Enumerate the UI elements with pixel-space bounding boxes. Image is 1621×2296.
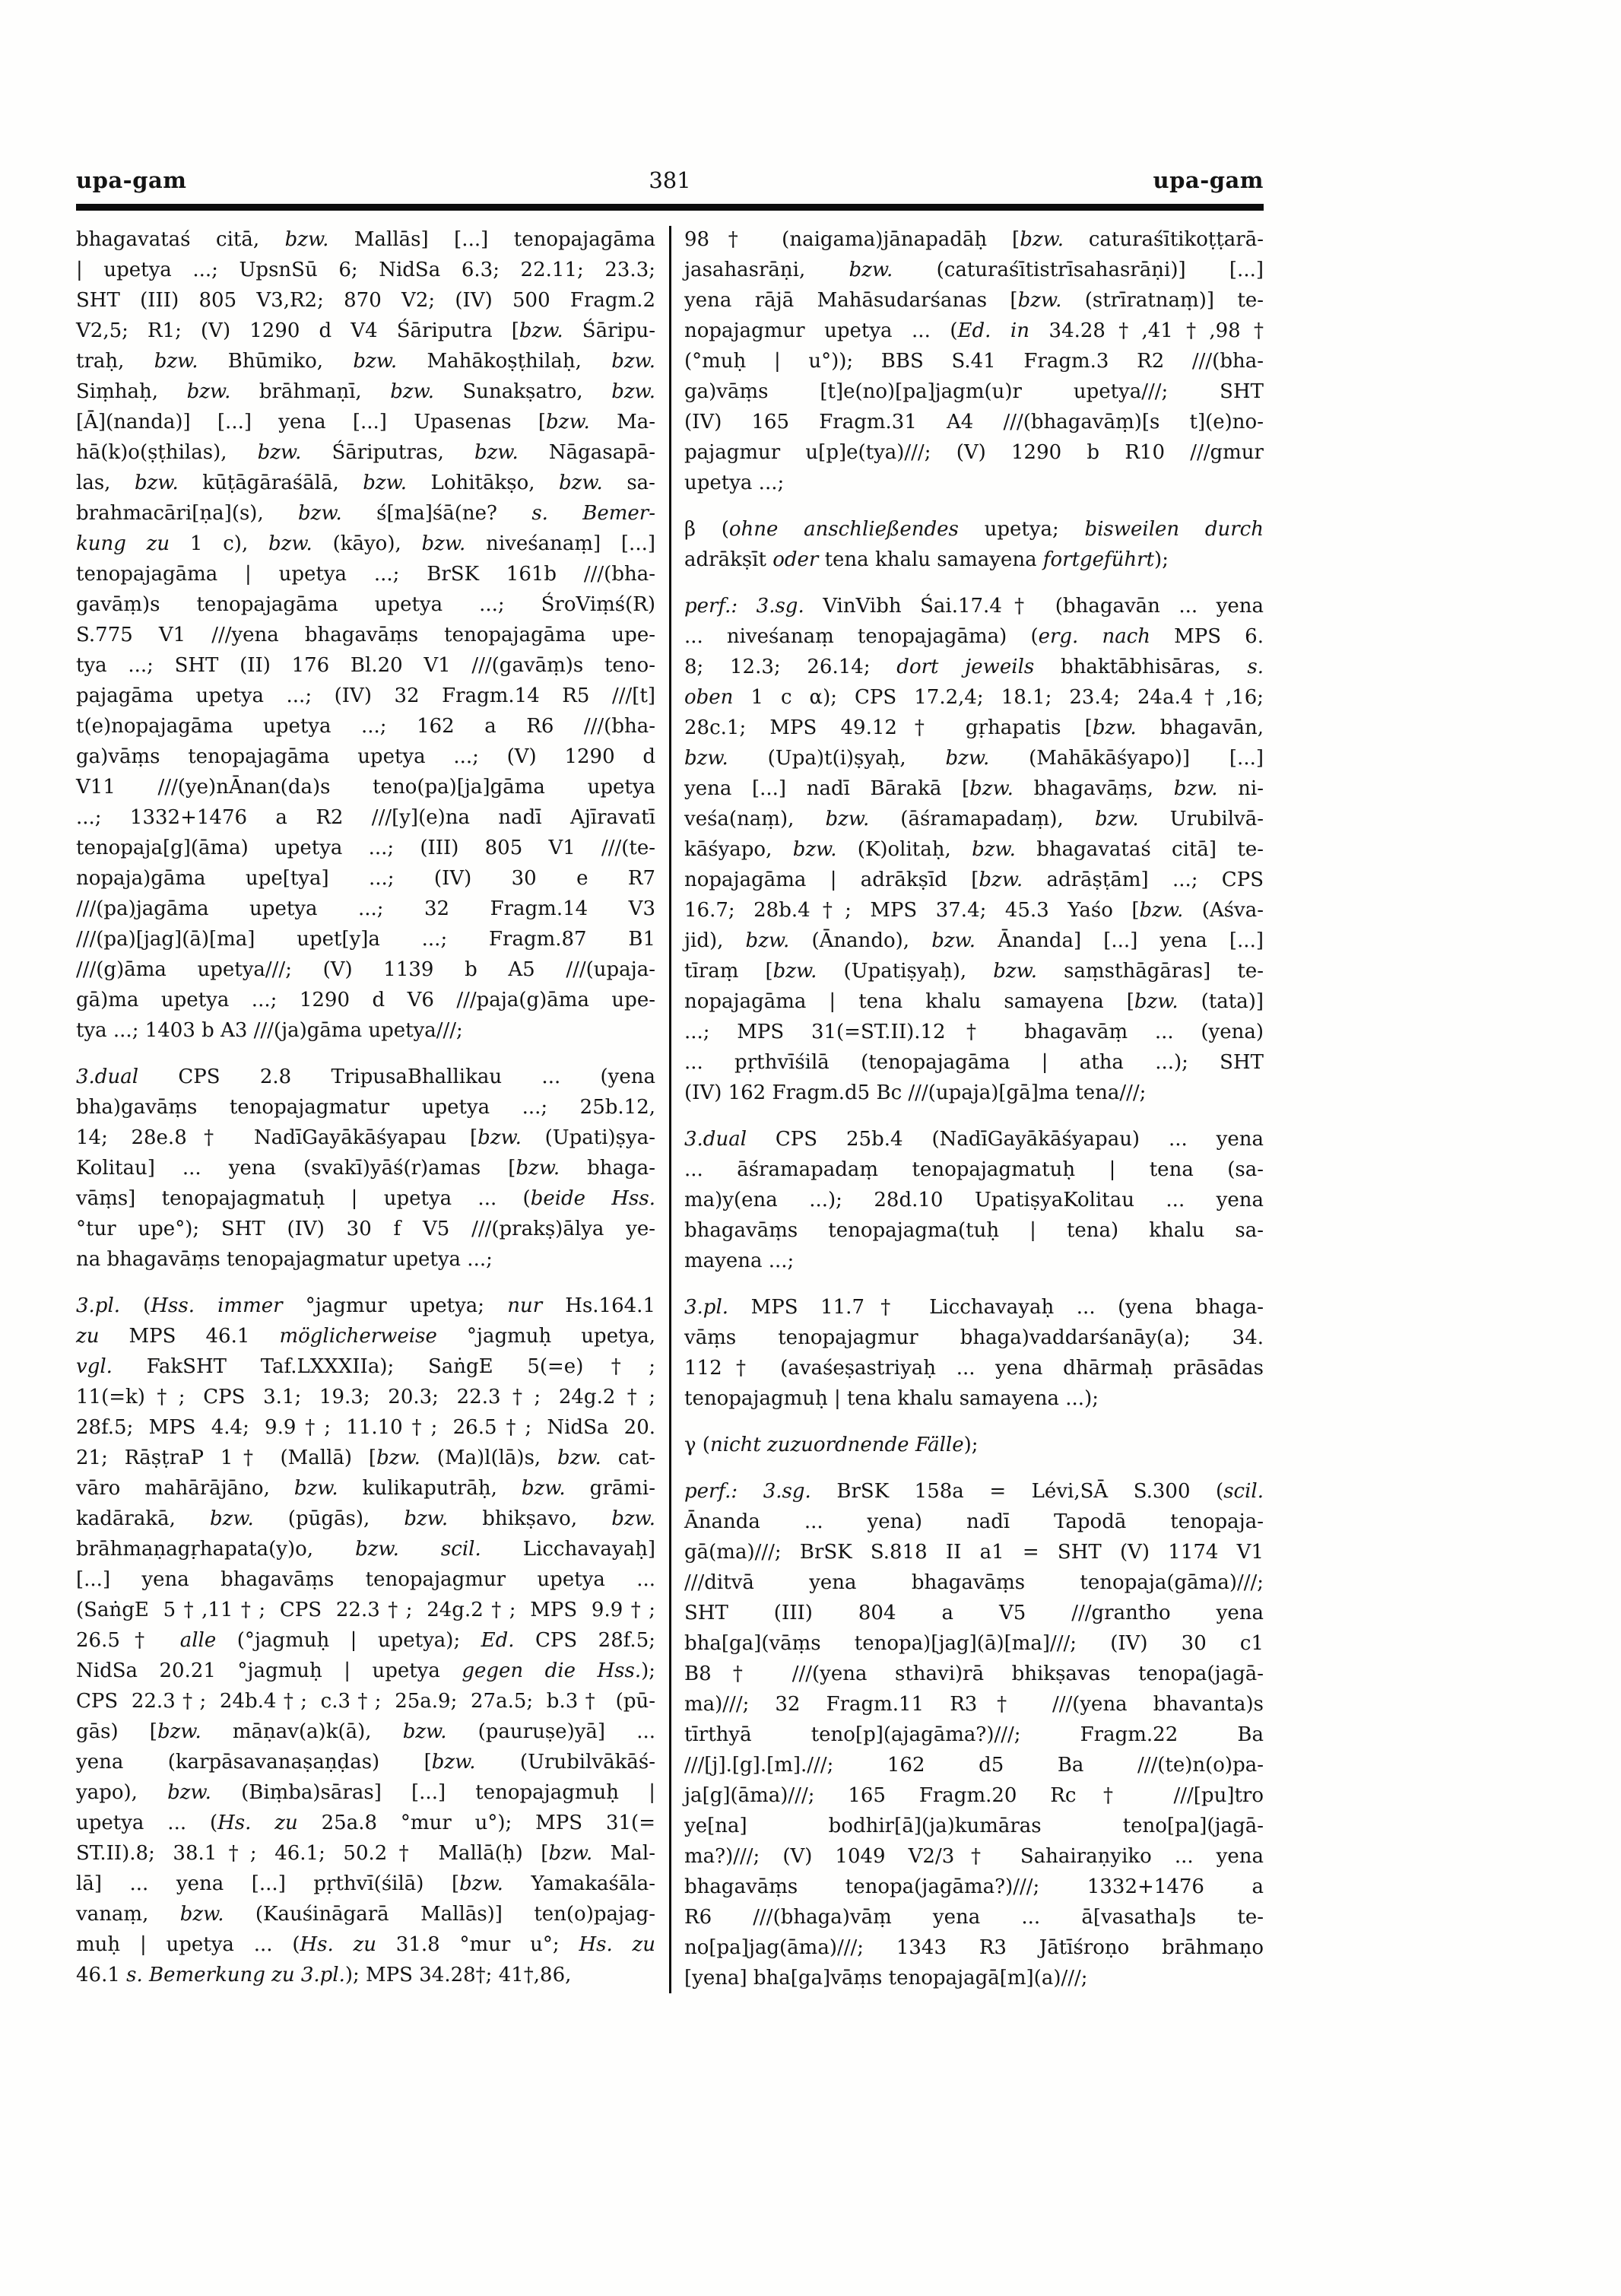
- text-line: ...; MPS 31(=ST.II).12† bhagavāṃ ... (yena): [684, 1021, 1264, 1043]
- text-line: ///(pa)jagāma upetya ...; 32 Fragm.14 V3: [76, 897, 655, 920]
- text-line: ///ditvā yena bhagavāṃs tenopaja(gāma)///;: [684, 1571, 1264, 1594]
- text-line: tya ...; SHT (II) 176 Bl.20 V1 ///(gavāṃ)s teno-: [76, 654, 655, 677]
- text-line: jid), bzw. (Ānando), bzw. Ānanda] [...] yena [...]: [684, 929, 1264, 952]
- text-line: tya ...; 1403 b A3 ///(ja)gāma upetya///;: [76, 1019, 463, 1042]
- text-line: na bhagavāṃs tenopajagmatur upetya ...;: [76, 1248, 493, 1271]
- text-line: [yena] bha[ga]vāṃs tenopajagā[m](a)///;: [684, 1967, 1088, 1990]
- page-header: [76, 167, 1264, 193]
- text-line: zu MPS 46.1 möglicherweise °jagmuḥ upetya,: [76, 1325, 655, 1348]
- text-line: (IV) 162 Fragm.d5 Bc ///(upaja)[gā]ma tena///;: [684, 1081, 1147, 1104]
- text-line: ... niveśanaṃ tenopajagāma) (erg. nach MPS 6.: [684, 625, 1264, 648]
- text-line: jasahasrāṇi, bzw. (caturaśītistrīsahasrāṇi)] [...]: [684, 259, 1264, 281]
- text-line: ST.II).8; 38.1†; 46.1; 50.2† Mallā(ḥ) [bzw. Mal-: [76, 1842, 655, 1865]
- text-line: 3.pl. MPS 11.7† Licchavayaḥ ... (yena bhaga-: [684, 1296, 1264, 1319]
- paragraph: [684, 591, 1264, 1108]
- paragraph: [684, 1124, 1264, 1276]
- text-line: perf.: 3.sg. BrSK 158a = Lévi,SĀ S.300 (scil.: [684, 1480, 1264, 1503]
- paragraph: [76, 1291, 655, 1990]
- text-line: NidSa 20.21 °jagmuḥ | upetya gegen die Hss.);: [76, 1659, 655, 1682]
- text-line: tenopaja[g](āma) upetya ...; (III) 805 V1 ///(te-: [76, 837, 655, 859]
- paragraph: [76, 1062, 655, 1275]
- page-content: [76, 167, 1264, 1993]
- paragraph: [76, 224, 655, 1046]
- text-line: 28c.1; MPS 49.12† gṛhapatis [bzw. bhagavān,: [684, 716, 1264, 739]
- text-line: upetya ...;: [684, 472, 785, 494]
- text-line: Kolitau] ... yena (svakī)yāś(r)amas [bzw. bhaga-: [76, 1157, 655, 1180]
- text-line: ///(g)āma upetya///; (V) 1139 b A5 ///(upaja-: [76, 958, 655, 981]
- text-line: ga)vāṃs tenopajagāma upetya ...; (V) 1290 d: [76, 745, 655, 768]
- text-line: CPS 22.3†; 24b.4†; c.3†; 25a.9; 27a.5; b.3† (pū-: [76, 1690, 655, 1713]
- column-divider: [669, 226, 671, 1993]
- text-line: bhagavataś citā, bzw. Mallās] [...] tenopajagāma: [76, 228, 655, 251]
- text-line: (IV) 165 Fragm.31 A4 ///(bhagavāṃ)[s t](e)no-: [684, 411, 1264, 433]
- text-line: kadārakā, bzw. (pūgās), bzw. bhikṣavo, bzw.: [76, 1507, 655, 1530]
- text-line: lā] ... yena [...] pṛthvī(śilā) [bzw. Yamakaśāla-: [76, 1872, 655, 1895]
- text-line: S.775 V1 ///yena bhagavāṃs tenopajagāma upe-: [76, 624, 655, 646]
- text-line: R6 ///(bhaga)vāṃ yena ... ā[vasatha]s te-: [684, 1906, 1264, 1929]
- text-line: ma)///; 32 Fragm.11 R3† ///(yena bhavanta)s: [684, 1693, 1264, 1716]
- text-line: vgl. FakSHT Taf.LXXXIIa); SaṅgE 5(=e)†;: [76, 1355, 655, 1378]
- text-line: ///(pa)[jag](ā)[ma] upet[y]a ...; Fragm.87 B1: [76, 928, 655, 951]
- text-line: ma?)///; (V) 1049 V2/3† Sahairaṇyiko ... yena: [684, 1845, 1264, 1868]
- text-line: oben 1 c α); CPS 17.2,4; 18.1; 23.4; 24a.4†,16;: [684, 686, 1264, 709]
- text-line: ... āśramapadaṃ tenopajagmatuḥ | tena (sa-: [684, 1158, 1264, 1181]
- text-line: Ānanda ... yena) nadī Tapodā tenopaja-: [684, 1510, 1264, 1533]
- text-line: bhagavāṃs tenopa(jagāma?)///; 1332+1476 a: [684, 1875, 1264, 1898]
- text-line: gās) [bzw. māṇav(a)k(ā), bzw. (pauruṣe)yā] ...: [76, 1720, 655, 1743]
- text-line: yapo), bzw. (Biṃba)sāras] [...] tenopajagmuḥ |: [76, 1781, 655, 1804]
- text-line: ...; 1332+1476 a R2 ///[y](e)na nadī Ajīravatī: [76, 806, 655, 829]
- text-line: (SaṅgE 5†,11†; CPS 22.3†; 24g.2†; MPS 9.9†;: [76, 1599, 655, 1621]
- text-line: mayena ...;: [684, 1250, 795, 1272]
- text-line: 11(=k)†; CPS 3.1; 19.3; 20.3; 22.3†; 24g.2†;: [76, 1386, 655, 1408]
- text-line: muḥ | upetya ... (Hs. zu 31.8 °mur u°; Hs. zu: [76, 1933, 655, 1956]
- text-line: perf.: 3.sg. VinVibh Śai.17.4† (bhagavān ... yena: [684, 595, 1264, 618]
- text-line: adrākṣīt oder tena khalu samayena fortgeführt);: [684, 548, 1169, 571]
- text-line: pajagmur u[p]e(tya)///; (V) 1290 b R10 ///gmur: [684, 441, 1264, 464]
- text-columns: [76, 224, 1264, 1993]
- text-line: 8; 12.3; 26.14; dort jeweils bhaktābhisāras, s.: [684, 656, 1264, 678]
- text-line: ga)vāṃs [t]e(no)[pa]jagm(u)r upetya///; SHT: [684, 380, 1264, 403]
- text-line: 26.5† alle (°jagmuḥ | upetya); Ed. CPS 28f.5;: [76, 1629, 656, 1652]
- text-line: SHT (III) 804 a V5 ///grantho yena: [684, 1602, 1264, 1624]
- text-line: gā(ma)///; BrSK S.818 II a1 = SHT (V) 1174 V1: [684, 1541, 1264, 1564]
- left-column: [76, 224, 655, 1993]
- text-line: veśa(naṃ), bzw. (āśramapadaṃ), bzw. Urubilvā-: [684, 808, 1264, 830]
- text-line: vāṃs] tenopajagmatuḥ | upetya ... (beide Hss.: [76, 1187, 655, 1210]
- text-line: t(e)nopajagāma upetya ...; 162 a R6 ///(bha-: [76, 715, 655, 738]
- text-line: bhagavāṃs tenopajagma(tuḥ | tena) khalu sa-: [684, 1219, 1264, 1242]
- text-line: vāṃs tenopajagmur bhaga)vaddarśanāy(a); 34.: [684, 1326, 1264, 1349]
- right-column: [684, 224, 1264, 1993]
- text-line: pajagāma upetya ...; (IV) 32 Fragm.14 R5 ///[t]: [76, 684, 655, 707]
- text-line: ///[j].[g].[m].///; 162 d5 Ba ///(te)n(o)pa-: [684, 1754, 1264, 1777]
- text-line: | upetya ...; UpsnSū 6; NidSa 6.3; 22.11; 23.3;: [76, 259, 655, 281]
- header-right-keyword: upa-gam: [1153, 167, 1264, 193]
- text-line: kung zu 1 c), bzw. (kāyo), bzw. niveśanaṃ] [...]: [76, 532, 655, 555]
- text-line: 21; RāṣṭraP 1† (Mallā) [bzw. (Ma)l(lā)s, bzw. cat-: [76, 1447, 655, 1469]
- text-line: 112† (avaśeṣastriyaḥ ... yena dhārmaḥ prāsādas: [684, 1357, 1264, 1380]
- text-line: V2,5; R1; (V) 1290 d V4 Śāriputra [bzw. Śāripu-: [76, 319, 656, 342]
- header-rule: [76, 204, 1264, 211]
- text-line: brāhmaṇagṛhapata(y)o, bzw. scil. Licchavayaḥ]: [76, 1538, 656, 1561]
- text-line: nopaja)gāma upe[tya] ...; (IV) 30 e R7: [76, 867, 655, 890]
- text-line: γ (nicht zuzuordnende Fälle);: [684, 1434, 979, 1456]
- paragraph: [684, 1476, 1264, 1993]
- text-line: bha)gavāṃs tenopajagmatur upetya ...; 25b.12,: [76, 1096, 655, 1119]
- paragraph: [684, 224, 1264, 498]
- text-line: B8† ///(yena sthavi)rā bhikṣavas tenopa(jagā-: [684, 1662, 1264, 1685]
- text-line: (°muḥ | u°)); BBS S.41 Fragm.3 R2 ///(bha-: [684, 350, 1264, 373]
- text-line: hā(k)o(ṣṭhilas), bzw. Śāriputras, bzw. Nāgasapā-: [76, 441, 655, 464]
- text-line: ja[g](āma)///; 165 Fragm.20 Rc† ///[pu]tro: [684, 1784, 1264, 1807]
- paragraph: [684, 1292, 1264, 1414]
- text-line: °tur upe°); SHT (IV) 30 f V5 ///(prakṣ)ālya ye-: [76, 1218, 655, 1240]
- text-line: yena (karpāsavanaṣaṇḍas) [bzw. (Urubilvākāś-: [76, 1751, 656, 1774]
- page-number: 381: [649, 167, 691, 193]
- text-line: vanaṃ, bzw. (Kauśināgarā Mallās)] ten(o)pajag-: [76, 1903, 655, 1926]
- text-line: [...] yena bhagavāṃs tenopajagmur upetya ...: [76, 1568, 655, 1591]
- text-line: gavāṃ)s tenopajagāma upetya ...; ŚroViṃś(R): [76, 593, 655, 616]
- text-line: tīrthyā teno[p](ajagāma?)///; Fragm.22 Ba: [684, 1723, 1264, 1746]
- text-line: 3.pl. (Hss. immer °jagmur upetya; nur Hs.164.1: [76, 1294, 655, 1317]
- text-line: [Ā](nanda)] [...] yena [...] Upasenas [bzw. Ma-: [76, 411, 655, 433]
- text-line: SHT (III) 805 V3,R2; 870 V2; (IV) 500 Fragm.2: [76, 289, 655, 312]
- text-line: nopajagāma | tena khalu samayena [bzw. (tata)]: [684, 990, 1264, 1013]
- paragraph: [684, 514, 1264, 575]
- text-line: traḥ, bzw. Bhūmiko, bzw. Mahākoṣṭhilaḥ, bzw.: [76, 350, 655, 373]
- text-line: kāśyapo, bzw. (K)olitaḥ, bzw. bhagavataś citā] te-: [684, 838, 1264, 861]
- text-line: 16.7; 28b.4†; MPS 37.4; 45.3 Yaśo [bzw. (Aśva-: [684, 899, 1264, 922]
- text-line: V11 ///(ye)nĀnan(da)s teno(pa)[ja]gāma upetya: [76, 776, 655, 799]
- text-line: ye[na] bodhir[ā](ja)kumāras teno[pa](jagā-: [684, 1815, 1264, 1837]
- header-left-keyword: upa-gam: [76, 167, 187, 193]
- text-line: 14; 28e.8† NadīGayākāśyapau [bzw. (Upati)ṣya-: [76, 1126, 655, 1149]
- text-line: 98† (naigama)jānapadāḥ [bzw. caturaśītikoṭṭarā-: [684, 228, 1264, 251]
- text-line: gā)ma upetya ...; 1290 d V6 ///paja(g)āma upe-: [76, 989, 655, 1011]
- text-line: tīraṃ [bzw. (Upatiṣyaḥ), bzw. saṃsthāgāras] te-: [684, 960, 1264, 983]
- text-line: tenopajagmuḥ | tena khalu samayena ...);: [684, 1387, 1099, 1410]
- text-line: nopajagmur upetya ... (Ed. in 34.28†,41†,98†: [684, 319, 1264, 342]
- text-line: 28f.5; MPS 4.4; 9.9†; 11.10†; 26.5†; NidSa 20.: [76, 1416, 655, 1439]
- text-line: bha[ga](vāṃs tenopa)[jag](ā)[ma]///; (IV) 30 c1: [684, 1632, 1264, 1655]
- text-line: brahmacāri[ṇa](s), bzw. ś[ma]śā(ne? s. Bemer-: [76, 502, 655, 525]
- text-line: no[pa]jag(āma)///; 1343 R3 Jātīśroṇo brāhmaṇo: [684, 1936, 1264, 1959]
- text-line: β (ohne anschließendes upetya; bisweilen durch: [684, 518, 1264, 541]
- text-line: vāro mahārājāno, bzw. kulikaputrāḥ, bzw. grāmi-: [76, 1477, 656, 1500]
- text-line: yena [...] nadī Bārakā [bzw. bhagavāṃs, bzw. ni-: [684, 777, 1264, 800]
- text-line: bzw. (Upa)t(i)ṣyaḥ, bzw. (Mahākāśyapo)] [...]: [684, 747, 1264, 770]
- text-line: upetya ... (Hs. zu 25a.8 °mur u°); MPS 31(=: [76, 1812, 655, 1834]
- text-line: ... pṛthvīśilā (tenopajagāma | atha ...); SHT: [684, 1051, 1264, 1074]
- text-line: Siṃhaḥ, bzw. brāhmaṇī, bzw. Sunakṣatro, bzw.: [76, 380, 655, 403]
- text-line: ma)y(ena ...); 28d.10 UpatiṣyaKolitau ... yena: [684, 1189, 1264, 1212]
- text-line: nopajagāma | adrākṣīd [bzw. adrāṣṭām] ...; CPS: [684, 869, 1264, 891]
- text-line: yena rājā Mahāsudarśanas [bzw. (strīratnaṃ)] te-: [684, 289, 1264, 312]
- text-line: las, bzw. kūṭāgāraśālā, bzw. Lohitākṣo, bzw. sa-: [76, 472, 655, 494]
- text-line: 46.1 s. Bemerkung zu 3.pl.); MPS 34.28†; 41†,86,: [76, 1964, 572, 1986]
- text-line: 3.dual CPS 25b.4 (NadīGayākāśyapau) ... yena: [684, 1128, 1264, 1151]
- text-line: 3.dual CPS 2.8 TripusaBhallikau ... (yena: [76, 1065, 655, 1088]
- text-line: tenopajagāma | upetya ...; BrSK 161b ///(bha-: [76, 563, 655, 586]
- paragraph: [684, 1430, 1264, 1460]
